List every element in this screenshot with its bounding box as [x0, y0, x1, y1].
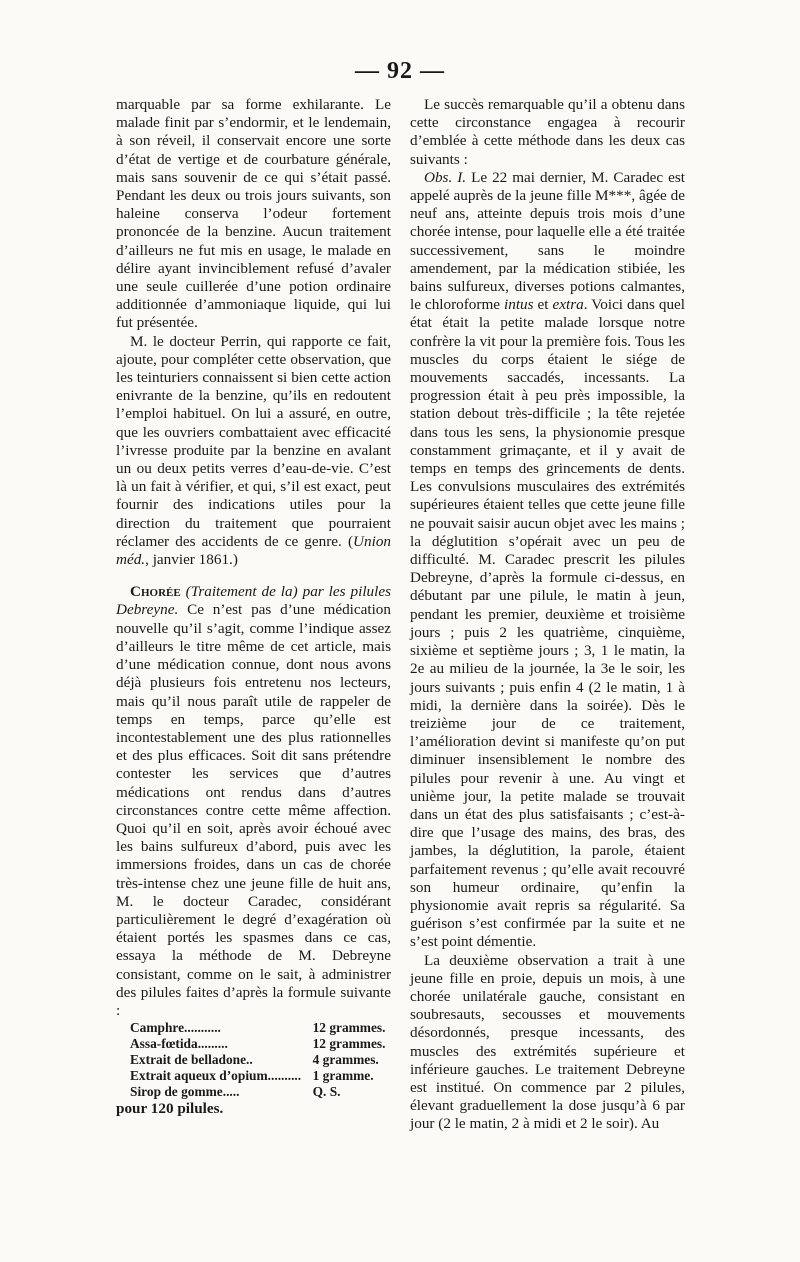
term-intus: intus	[504, 296, 534, 314]
observation-1-text-b: . Voici dans quel état était la petite malade lorsque notre confrère la vit pour la première fois. Tous les muscles du corps étaient le siége de mouvements saccadés, incessants. La progression était à peu près impossible, la station debout très-difficile ; la tête rejetée dans tous les sens, la physionomie presque constamment grimaçante, et il y avait de temps en temps des grincements de dents. Les convulsions musculaires des extrémités supérieures étaient telles que cette jeune fille ne pouvait saisir aucun objet avec les mains ; la déglutition s’opérait avec un peu de difficulté. M. Caradec prescrit les pilules Debreyne, d’après la formule ci-dessus, en débutant par une pilule, le matin à jeun, pendant les premier, deuxième et troisième jours ; puis 2 les quatrième, cinquième, sixième et septième jours ; 3, 1 le matin, la 2e au milieu de la journée, la 3e le soir, les jours suivants ; puis enfin 4 (2 le matin, 1 à midi, la dernière dans la soirée). Dès le treizième jour de ce traitement, l’amélioration devint si manifeste qu’on put diminuer insensiblement le nombre des pilules pour revenir à une. Au vingt et unième jour, la petite malade se trouvait dans un état des plus satisfaisants ; c’est-à-dire que l’usage des mains, des bras, des jambes, la déglutition, la parole, étaient parfaitement revenus ; qu’elle avait recouvré son humeur ordinaire, qu’enfin la physionomie avait repris sa régularité. Sa guérison s’est confirmée par la suite et ne s’est point démentie.	[410, 296, 685, 951]
source-date: , janvier 1861.)	[145, 551, 238, 569]
ingredient-qty: 12 grammes.	[312, 1036, 386, 1052]
paragraph-intro: Le succès remarquable qu’il a obtenu dans cette circonstance engagea à recourir d’emblée à cette méthode dans les deux cas suivants :	[410, 96, 685, 168]
ingredient-name: Extrait aqueux d’opium..........	[130, 1068, 302, 1084]
ingredient-qty: 4 grammes.	[312, 1052, 379, 1068]
ingredient-name: Assa-fœtida.........	[130, 1036, 228, 1052]
recipe-row	[130, 1084, 388, 1100]
paragraph-perrin-text: M. le docteur Perrin, qui rapporte ce fait, ajoute, pour compléter cette observation, que les teinturiers connaissent si bien cette action enivrante de la benzine, qu’ils en redoutent l’emploi habituel. On lui a assuré, en outre, que les ouvriers combattaient avec efficacité l’ivresse produite par la benzine en avalant un ou deux petits verres d’eau-de-vie. C’est là un fait à vérifier, et qui, s’il est exact, peut fournir des indications utiles pour la direction du traitement que pourraient réclamer des accidents de ce genre. (	[116, 332, 391, 550]
article-chorea	[116, 583, 391, 1020]
paragraph-observation-2: La deuxième observation a trait à une jeune fille en proie, depuis un mois, à une chorée unilatérale gauche, consistant en soubresauts, secousses et mouvements désordonnés, presque incessants, des muscles des extrémités supérieure et inférieure gauches. Le traitement Debreyne est institué. On commence par 2 pilules, élevant graduellement la dose jusqu’à 6 par jour (2 le matin, 2 à midi et 2 le soir). Au	[410, 951, 685, 1133]
paragraph-observation-1	[410, 169, 685, 952]
ingredient-name: Extrait de belladone..	[130, 1052, 253, 1068]
recipe-row	[130, 1068, 388, 1084]
ingredient-qty: 12 grammes.	[312, 1020, 386, 1036]
page-number: — 92 —	[355, 58, 445, 84]
term-extra: extra	[552, 296, 584, 314]
article-subtitle: (Traitement de la) par les pilules Debreyne.	[116, 583, 391, 619]
left-column	[116, 96, 391, 1118]
observation-1-text-a: Le 22 mai dernier, M. Caradec est appelé auprès de la jeune fille M***, âgée de neuf ans, atteinte depuis trois mois d’une chorée intense, pour laquelle elle a été traitée successivement, sans le moindre amendement, par la médication stibiée, les bains sulfureux, diverses potions calmantes, le chloroforme	[410, 168, 686, 314]
recipe-table	[130, 1020, 388, 1100]
ingredient-name: Camphre...........	[130, 1020, 221, 1036]
ingredient-qty: Q. S.	[312, 1084, 341, 1100]
paragraph-benzine-case: marquable par sa forme exhilarante. Le malade finit par s’endormir, et le lendemain, à son réveil, il conservait encore une sorte d’état de vertige et de courbature générale, mais sans souvenir de ce qui s’était passé. Pendant les deux ou trois jours suivants, son haleine conserva l’odeur fortement prononcée de la benzine. Aucun traitement d’ailleurs ne fut mis en usage, le malade en délire ayant invinciblement refusé d’avaler une seule cuillerée d’une potion ordinaire additionnée d’ammoniaque liquide, qui lui fut présentée.	[116, 96, 391, 332]
recipe-row	[130, 1020, 388, 1036]
paragraph-perrin	[116, 333, 391, 570]
recipe-row	[130, 1052, 388, 1068]
observation-label: Obs. I.	[424, 168, 467, 186]
article-title: Chorée	[130, 583, 181, 601]
source-citation: Union méd.	[116, 532, 391, 569]
recipe-row	[130, 1036, 388, 1052]
conjunction-et: et	[533, 296, 553, 314]
ingredient-name: Sirop de gomme.....	[130, 1084, 240, 1100]
ingredient-qty: 1 gramme.	[312, 1068, 374, 1084]
right-column	[410, 96, 685, 1134]
recipe-footer: pour 120 pilules.	[116, 1100, 224, 1118]
article-body: Ce n’est pas d’une médication nouvelle qu’il s’agit, comme l’indique assez d’ailleurs le titre même de cet article, mais d’une médication connue, dont nous avons déjà plusieurs fois entretenu nos lecteurs, mais qu’il nous paraît utile de rappeler de temps en temps, parce qu’elle est incontestablement une des plus rationnelles et des plus efficaces. Soit dit sans prétendre contester les services que d’autres médications ont rendus dans d’autres circonstances contre cette même affection. Quoi qu’il en soit, après avoir échoué avec les bains sulfureux d’abord, puis avec les immersions froides, dans un cas de chorée très-intense chez une jeune fille de huit ans, M. le docteur Caradec, considérant particulièrement le degré d’exagération où étaient portés les spasmes dans ce cas, essaya la méthode de M. Debreyne consistant, comme on le sait, à administrer des pilules faites d’après la formule suivante :	[116, 601, 391, 1019]
